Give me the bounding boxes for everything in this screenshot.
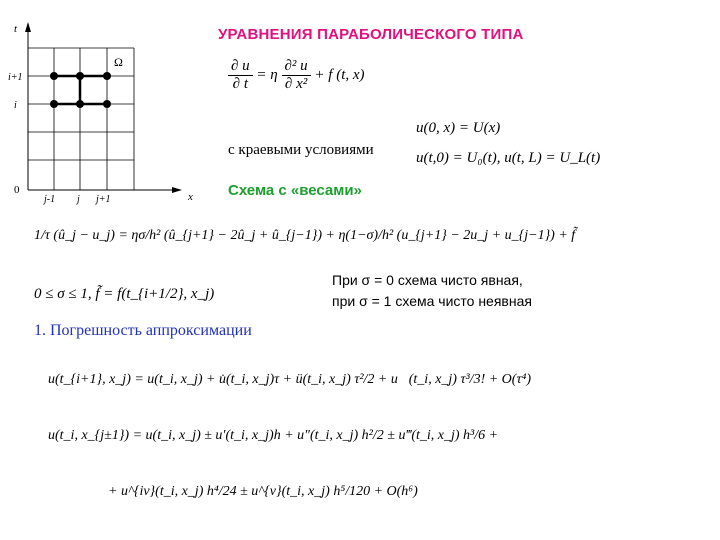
i-label: i [14,100,17,111]
x-axis-label: x [188,191,193,203]
scheme-title: Схема с «весами» [228,182,362,199]
boundary-label: с краевыми условиями [228,142,374,158]
i-plus-1-label: i+1 [8,72,23,83]
origin-label: 0 [14,184,20,196]
scheme-conditions: 0 ≤ σ ≤ 1, f̃ = f(t_{i+1/2}, x_j) [34,286,215,302]
j-label: j [77,194,80,205]
grid-lines [28,48,134,190]
note-implicit: при σ = 1 схема чисто неявная [332,293,532,309]
heat-equation: $\frac{\partial u}{\partial t}$ = η $\frac{\text{∂² u}}{\text{∂ x²}}$ + f (t, x) [228,58,365,93]
grid-diagram [0,0,200,210]
boundary-initial: u(0, x) = U(x) [416,120,501,136]
omega-label: Ω [114,55,123,69]
note-explicit: При σ = 0 схема чисто явная, [332,272,523,288]
taylor-space-1: u(t_i, x_{j±1}) = u(t_i, x_j) ± u′(t_i, x_j)h + u″(t_i, x_j) h²/2 ± u‴(t_i, x_j) h³/6 + [48,428,499,443]
page-title: УРАВНЕНИЯ ПАРАБОЛИЧЕСКОГО ТИПА [218,26,524,43]
j-plus-1-label: j+1 [96,194,111,205]
taylor-space-2: + u^{iv}(t_i, x_j) h⁴/24 ± u^{v}(t_i, x_j) h⁵/120 + O(h⁶) [108,484,418,499]
j-minus-1-label: j-1 [44,194,56,205]
taylor-time: u(t_{i+1}, x_j) = u(t_i, x_j) + u̇(t_i, x_j)τ + ü(t_i, x_j) τ²/2 + u⃛(t_i, x_j) τ³/3! + O(τ⁴) [48,372,531,387]
section-title: 1. Погрешность аппроксимации [34,322,252,339]
scheme-equation: 1/τ (û_j − u_j) = ησ/h² (û_{j+1} − 2û_j + û_{j−1}) + η(1−σ)/h² (u_{j+1} − 2u_j + u_{j−1}) + f̃ [34,228,576,243]
t-axis-label: t [14,23,18,35]
boundary-edges: u(t,0) = U₀(t), u(t, L) = U_L(t) [416,150,601,166]
